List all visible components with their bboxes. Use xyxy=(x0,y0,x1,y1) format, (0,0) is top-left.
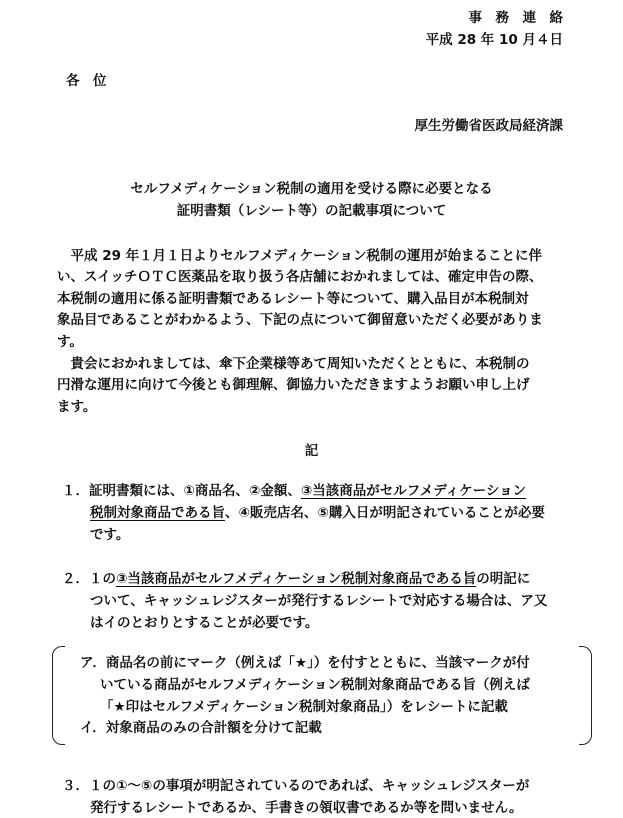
item-text: １．証明書類には、①商品名、②金額、 xyxy=(62,483,301,499)
item-2-line-2: ついて、キャッシュレジスターが発行するレシートで対応する場合は、ア又 xyxy=(90,593,548,609)
document-title-line-1: セルフメディケーション税制の適用を受ける際に必要となる xyxy=(130,181,493,197)
underlined-text: ③当該商品がセルフメディケーション税制対象商品である旨 xyxy=(116,571,477,587)
item-1-line-3: です。 xyxy=(90,527,130,543)
item-text: 、④販売店名、⑤購入日が明記されていることが必要 xyxy=(225,505,545,521)
underlined-text: ③当該商品がセルフメディケーション xyxy=(300,483,527,499)
paragraph-line: 貴会におかれましては、傘下企業様等あて周知いただくとともに、本税制の xyxy=(57,356,530,372)
option-b-line: イ．対象商品のみの合計額を分けて記載 xyxy=(80,720,322,736)
item-text: ２．１の xyxy=(62,571,116,587)
item-1-line-1 xyxy=(62,483,526,499)
addressee: 各 位 xyxy=(66,73,107,89)
option-a-line-1: ア．商品名の前にマーク（例えば「★」）を付すとともに、当該マークが付 xyxy=(80,655,530,671)
left-bracket xyxy=(52,646,65,745)
paragraph-line: す。 xyxy=(57,334,83,350)
document-date: 平成 28 年 10 月４日 xyxy=(425,32,563,48)
item-3-line-2: 発行するレシートであるか、手書きの領収書であるか等を問いません。 xyxy=(90,800,523,816)
item-2-line-3: はイのとおりとすることが必要です。 xyxy=(90,615,319,631)
paragraph-line: 平成 29 年１月１日よりセルフメディケーション税制の運用が始まることに伴 xyxy=(57,248,543,264)
document-title-line-2: 証明書類（レシート等）の記載事項について xyxy=(176,203,447,219)
option-a-line-2: いている商品がセルフメディケーション税制対象商品である旨（例えば xyxy=(100,677,530,693)
item-2-line-1 xyxy=(62,571,530,587)
right-bracket xyxy=(579,646,592,745)
document-type-label: 事 務 連 絡 xyxy=(468,10,563,26)
paragraph-line: い、スイッチＯＴＣ医薬品を取り扱う各店舗におかれましては、確定申告の際、 xyxy=(57,269,543,285)
item-3-line-1: ３．１の①～⑤の事項が明記されているのであれば、キャッシュレジスターが xyxy=(62,778,530,794)
underlined-text: 税制対象商品である旨 xyxy=(90,505,225,521)
item-text: の明記に xyxy=(476,571,531,587)
paragraph-line: 円滑な運用に向けて今後とも御理解、御協力いただきますようお願い申し上げ xyxy=(57,377,530,393)
sender-department: 厚生労働省医政局経済課 xyxy=(414,118,563,134)
ki-heading: 記 xyxy=(304,443,319,459)
paragraph-line: ます。 xyxy=(57,399,97,415)
paragraph-line: 本税制の適用に係る証明書類であるレシート等について、購入品目が本税制対 xyxy=(57,291,529,307)
option-a-line-3: 「★印はセルフメディケーション税制対象商品」）をレシートに記載 xyxy=(100,699,508,715)
item-1-line-2 xyxy=(90,505,545,521)
paragraph-line: 象品目であることがわかるよう、下記の点について御留意いただく必要がありま xyxy=(57,312,543,328)
